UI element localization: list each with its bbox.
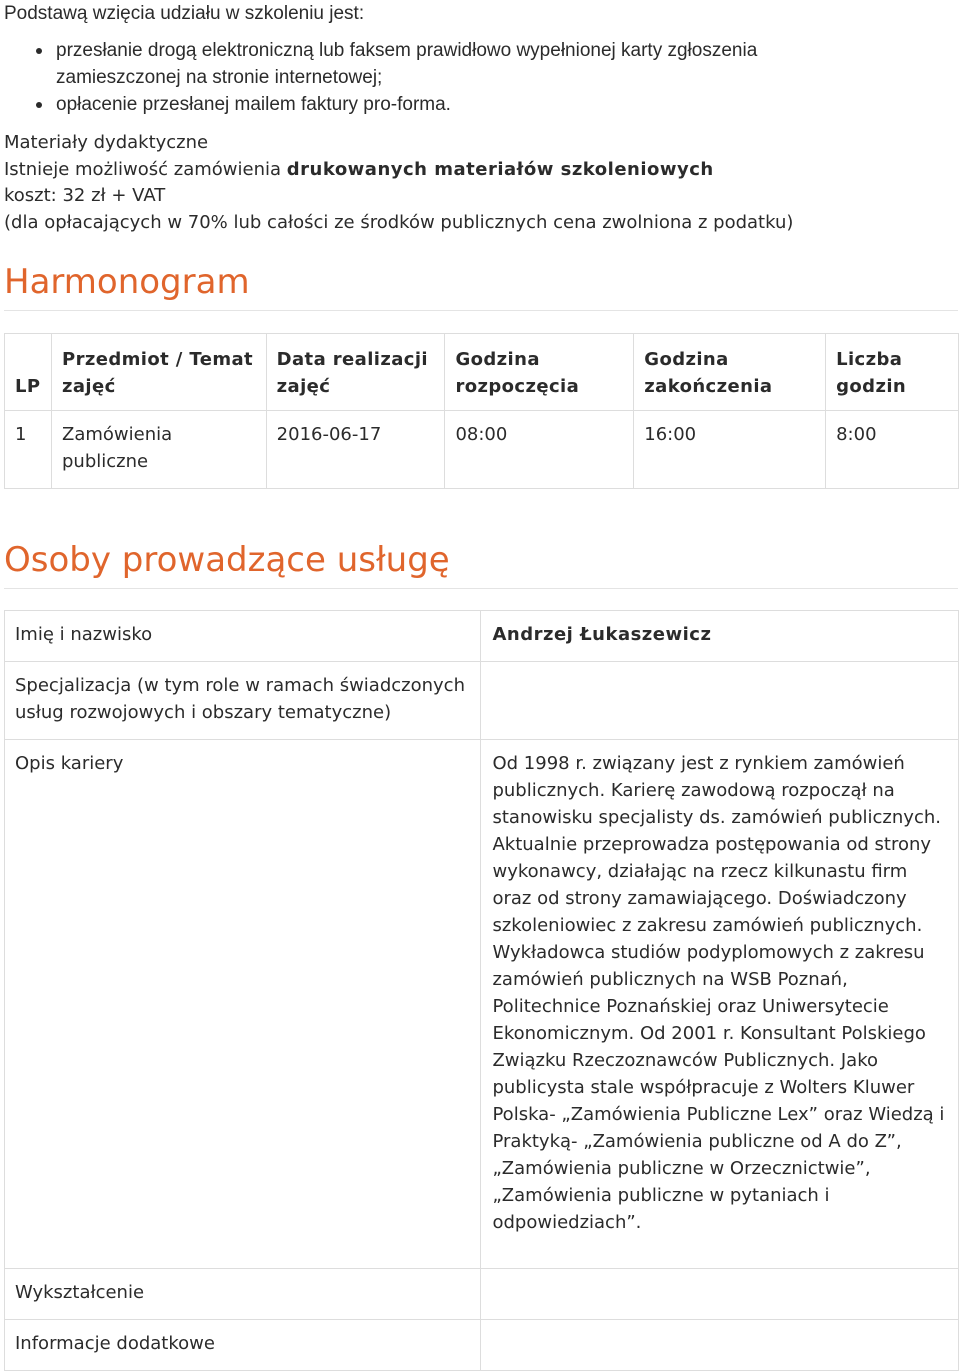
cell-end: 16:00	[634, 411, 826, 489]
list-item: przesłanie drogą elektroniczną lub faksem prawidłowo wypełnionej karty zgłoszenia zamieszczonej na stronie internetowej;	[56, 37, 960, 91]
col-header-hours: Liczba godzin	[826, 334, 959, 411]
table-row	[5, 411, 959, 489]
trainers-table	[4, 610, 959, 1371]
table-row	[5, 1269, 959, 1320]
col-header-end: Godzina zakończenia	[634, 334, 826, 411]
section-divider	[4, 310, 958, 311]
cell-lp: 1	[5, 411, 52, 489]
label-name: Imię i nazwisko	[5, 611, 481, 662]
harmonogram-table	[4, 333, 959, 489]
materials-cost: koszt: 32 zł + VAT	[4, 185, 166, 207]
value-education	[481, 1269, 959, 1320]
table-row	[5, 740, 959, 1269]
value-career: Od 1998 r. związany jest z rynkiem zamówień publicznych. Karierę zawodową rozpoczął na stanowisku specjalisty ds. zamówień publicznych. Aktualnie przeprowadza postępowania od strony wykonawcy, działając na rzecz kilkunastu firm oraz od strony zamawiającego. Doświadczony szkoleniowiec z zakresu zamówień publicznych. Wykładowca studiów podyplomowych z zakresu zamówień publicznych na WSB Poznań, Politechnice Poznańskiej oraz Uniwersytecie Ekonomicznym. Od 2001 r. Konsultant Polskiego Związku Rzeczoznawców Publicznych. Jako publicysta stale współpracuje z Wolters Kluwer Polska- „Zamówienia Publiczne Lex” oraz Wiedzą i Praktyką- „Zamówienia publiczne od A do Z”, „Zamówienia publiczne w Orzecznictwie”, „Zamówienia publiczne w pytaniach i odpowiedziach”.	[481, 740, 959, 1269]
table-header-row	[5, 334, 959, 411]
col-header-date: Data realizacji zajęć	[266, 334, 445, 411]
label-education: Wykształcenie	[5, 1269, 481, 1320]
cell-subject: Zamówienia publiczne	[51, 411, 266, 489]
requirements-lead: Podstawą wzięcia udziału w szkoleniu jest:	[4, 3, 365, 24]
value-specialization	[481, 662, 959, 740]
table-row	[5, 1320, 959, 1371]
materials-order-line	[4, 157, 956, 184]
col-header-lp: LP	[5, 334, 52, 411]
label-additional-info: Informacje dodatkowe	[5, 1320, 481, 1371]
table-row	[5, 662, 959, 740]
label-career: Opis kariery	[5, 740, 481, 1269]
col-header-subject: Przedmiot / Temat zajęć	[51, 334, 266, 411]
materials-order-text: Istnieje możliwość zamówienia	[4, 158, 287, 180]
materials-order-bold: drukowanych materiałów szkoleniowych	[286, 158, 714, 180]
list-item: opłacenie przesłanej mailem faktury pro-forma.	[56, 91, 960, 118]
materials-note: (dla opłacających w 70% lub całości ze środków publicznych cena zwolniona z podatku)	[4, 212, 794, 234]
section-divider	[4, 588, 958, 589]
trainers-title: Osoby prowadzące usługę	[4, 540, 450, 580]
value-additional-info	[481, 1320, 959, 1371]
requirements-list	[0, 37, 960, 118]
table-row	[5, 611, 959, 662]
cell-date: 2016-06-17	[266, 411, 445, 489]
label-specialization: Specjalizacja (w tym role w ramach świadczonych usług rozwojowych i obszary tematyczne)	[5, 662, 481, 740]
harmonogram-title: Harmonogram	[4, 262, 250, 302]
col-header-start: Godzina rozpoczęcia	[445, 334, 634, 411]
value-name: Andrzej Łukaszewicz	[481, 611, 959, 662]
materials-section	[0, 130, 960, 237]
materials-heading: Materiały dydaktyczne	[4, 132, 209, 153]
cell-hours: 8:00	[826, 411, 959, 489]
cell-start: 08:00	[445, 411, 634, 489]
